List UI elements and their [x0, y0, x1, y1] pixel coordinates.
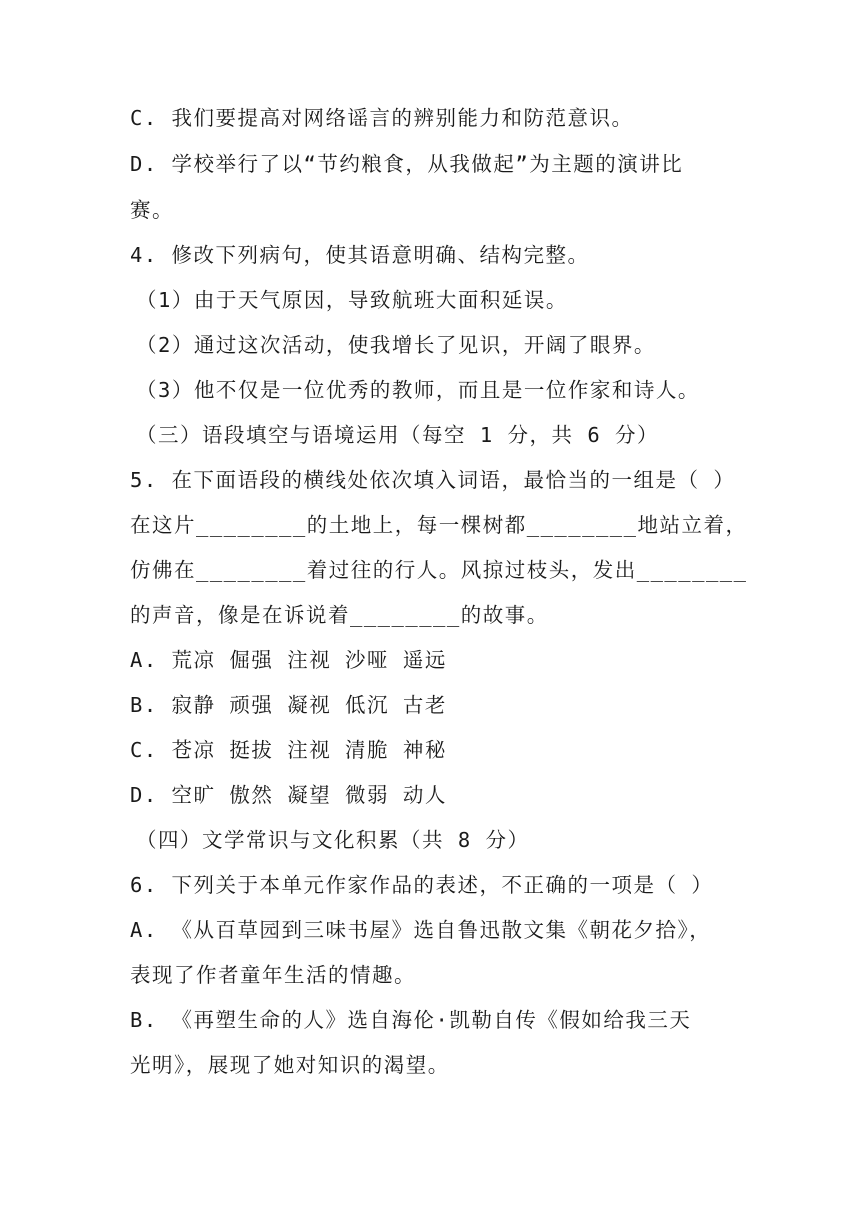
- question-4-item-2: （2）通过这次活动，使我增长了见识，开阔了眼界。: [136, 333, 656, 357]
- section-3-heading: （三）语段填空与语境运用（每空 1 分，共 6 分）: [136, 423, 660, 447]
- question-6-option-a-continuation: 表现了作者童年生活的情趣。: [130, 963, 416, 987]
- question-4-title: 4. 修改下列病句，使其语意明确、结构完整。: [130, 243, 590, 267]
- question-5-passage-line-2: 仿佛在________着过往的行人。风掠过枝头，发出________: [130, 558, 748, 582]
- question-5-option-b: B. 寂静 顽强 凝视 低沉 古老: [130, 693, 447, 717]
- question-4-item-1: （1）由于天气原因，导致航班大面积延误。: [136, 288, 568, 312]
- option-c-line: C. 我们要提高对网络谣言的辨别能力和防范意识。: [130, 106, 634, 130]
- question-5-option-c: C. 苍凉 挺拔 注视 清脆 神秘: [130, 738, 447, 762]
- question-6-option-b: B. 《再塑生命的人》选自海伦·凯勒自传《假如给我三天: [130, 1008, 692, 1032]
- section-4-heading: （四）文学常识与文化积累（共 8 分）: [136, 828, 530, 852]
- question-5-option-a: A. 荒凉 倔强 注视 沙哑 遥远: [130, 648, 447, 672]
- question-5-title: 5. 在下面语段的横线处依次填入词语，最恰当的一组是（ ）: [130, 468, 736, 492]
- question-6-option-a: A. 《从百草园到三味书屋》选自鲁迅散文集《朝花夕拾》，: [130, 918, 712, 942]
- question-6-option-b-continuation: 光明》，展现了她对知识的渴望。: [130, 1053, 450, 1077]
- question-5-passage-line-1: 在这片________的土地上，每一棵树都________地站立着，: [130, 513, 748, 537]
- question-5-option-d: D. 空旷 傲然 凝望 微弱 动人: [130, 783, 447, 807]
- question-5-passage-line-3: 的声音，像是在诉说着________的故事。: [130, 603, 549, 627]
- option-d-line: D. 学校举行了以“节约粮食，从我做起”为主题的演讲比: [130, 152, 684, 176]
- question-6-title: 6. 下列关于本单元作家作品的表述，不正确的一项是（ ）: [130, 873, 714, 897]
- question-4-item-3: （3）他不仅是一位优秀的教师，而且是一位作家和诗人。: [136, 378, 700, 402]
- option-d-continuation: 赛。: [130, 198, 174, 222]
